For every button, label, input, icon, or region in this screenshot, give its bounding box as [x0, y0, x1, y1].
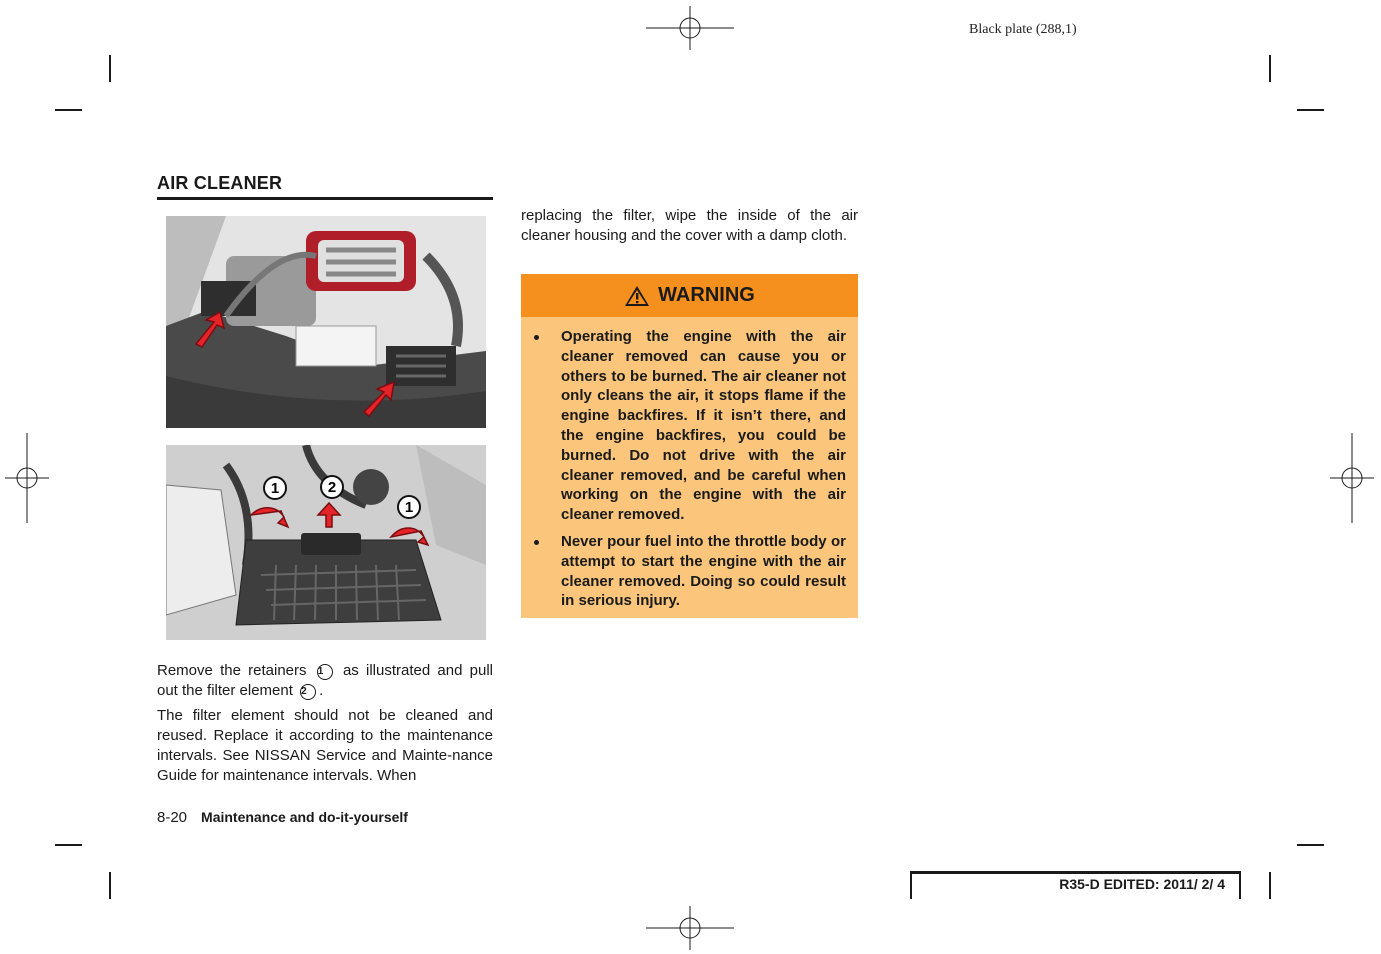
air-cleaner-figure — [166, 445, 486, 640]
figure-callout: 1 — [270, 480, 280, 497]
engine-bay-figure — [166, 216, 486, 428]
title-rule — [157, 197, 493, 200]
filter-note: The filter element should not be cleaned and reused. Replace it according to the maintenance intervals. See NISSAN Service and Mainte-nance Guide for maintenance intervals. When — [157, 707, 493, 784]
crop-mark — [109, 55, 111, 82]
warning-title: WARNING — [658, 284, 755, 306]
warning-item: Operating the engine with the air cleaner removed can cause you or others to be burned. The air cleaner not only cleans the air, it stops flame if the engine backfires. If it isn’t there, and the engine backfires, you could be burned. Do not drive with the air cleaner removed, and be careful when working on the engine with the air cleaner removed. — [561, 328, 846, 524]
warning-list — [521, 317, 858, 611]
crop-mark — [1297, 844, 1324, 846]
registration-mark — [646, 6, 736, 50]
crop-mark — [55, 844, 82, 846]
callout-marker: 1 — [317, 664, 333, 680]
section-title: AIR CLEANER — [157, 173, 283, 193]
crop-mark — [1297, 109, 1324, 111]
registration-mark — [5, 433, 49, 523]
crop-mark — [1269, 872, 1271, 899]
edited-stamp — [910, 871, 1241, 899]
crop-mark — [109, 872, 111, 899]
continued-paragraph: replacing the filter, wipe the inside of the air cleaner housing and the cover with a damp cloth. — [521, 207, 858, 244]
crop-mark — [55, 109, 82, 111]
remove-instruction: Remove the retainers 1 as illustrated and pull out the filter element 2 . — [157, 662, 493, 699]
crop-mark — [1269, 55, 1271, 82]
edited-stamp-text: R35-D EDITED: 2011/ 2/ 4 — [1059, 876, 1225, 892]
callout-marker: 2 — [300, 684, 316, 700]
warning-box — [521, 274, 858, 618]
footer-section: Maintenance and do-it-yourself — [201, 809, 408, 825]
registration-mark — [646, 906, 736, 950]
page-footer — [157, 809, 408, 826]
page-number: 8-20 — [157, 809, 188, 826]
warning-header — [521, 274, 858, 317]
warning-triangle-icon — [624, 285, 650, 307]
plate-label: Black plate (288,1) — [969, 22, 1077, 37]
figure-callout: 1 — [404, 499, 414, 516]
figure-callout: 2 — [327, 479, 337, 496]
warning-item: Never pour fuel into the throttle body or attempt to start the engine with the air cleaner removed. Doing so could result in serious injury. — [561, 532, 846, 610]
registration-mark — [1330, 433, 1374, 523]
